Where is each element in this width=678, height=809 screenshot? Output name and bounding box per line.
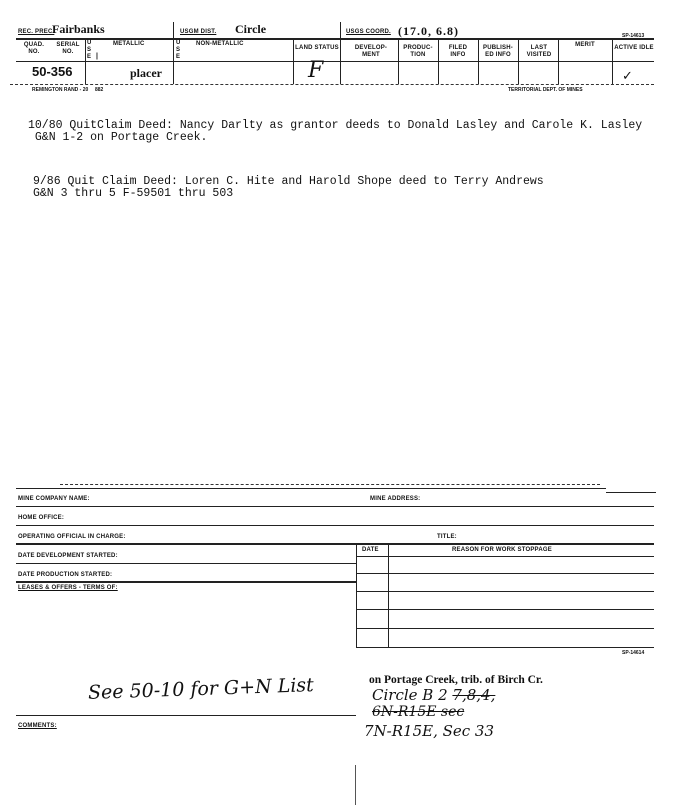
col-filed-info: FILED INFO xyxy=(448,45,468,58)
col-development: DEVELOP-MENT xyxy=(354,45,388,58)
form-code-bottom: SP-14614 xyxy=(622,650,645,656)
loc-line-2-struck: 6N-R15E sec xyxy=(372,704,465,720)
land-status-value: F xyxy=(308,58,324,83)
col-last-visited: LAST VISITED xyxy=(526,45,552,58)
entry-1-line-2: G&N 1-2 on Portage Creek. xyxy=(28,131,208,144)
col-published-info: PUBLISH-ED INFO xyxy=(483,45,513,58)
col-active-idle: ACTIVE IDLE xyxy=(614,45,654,51)
usgs-coord-label: USGS COORD. xyxy=(346,29,391,35)
footer-right: TERRITORIAL DEPT. OF MINES xyxy=(508,87,583,93)
active-idle-check-icon: ✓ xyxy=(622,68,633,83)
handwritten-see-note: See 50-10 for G+N List xyxy=(87,674,315,704)
rec-prec-value: Fairbanks xyxy=(52,22,105,36)
header-rule-bottom xyxy=(10,84,654,85)
entry-2-line-1: 9/86 Quit Claim Deed: Loren C. Hite and Harold Shope deed to Terry Andrews xyxy=(33,175,544,188)
entry-1-line-1: 10/80 QuitClaim Deed: Nancy Darlty as grantor deeds to Donald Lasley and Carole K. Lasley xyxy=(28,119,643,132)
usgs-coord-value: (17.0, 6.8) xyxy=(398,24,459,38)
entry-2-line-2: G&N 3 thru 5 F-59501 thru 503 xyxy=(33,187,234,200)
col-land-status: LAND STATUS xyxy=(295,45,339,51)
col-merit: MERIT xyxy=(575,42,595,48)
usd-metallic-value: | xyxy=(96,53,99,60)
col-serial-no: SERIAL NO. xyxy=(56,42,80,55)
footer-left-code: REMINGTON RAND - 20 xyxy=(32,87,89,93)
date-dev-started-label: DATE DEVELOPMENT STARTED: xyxy=(18,553,118,559)
col-quad-no: QUAD. NO. xyxy=(23,42,45,55)
reason-col-label: REASON FOR WORK STOPPAGE xyxy=(452,547,552,553)
col-usd-letters-metallic: U S E xyxy=(87,40,92,60)
loc-line-1: Circle B 2 7,8,4, xyxy=(372,686,496,704)
comments-label: COMMENTS: xyxy=(18,723,57,729)
title-label: TITLE: xyxy=(437,534,457,540)
mine-company-name-label: MINE COMPANY NAME: xyxy=(18,496,90,502)
metallic-value: placer xyxy=(130,66,162,80)
home-office-label: HOME OFFICE: xyxy=(18,515,65,521)
location-stamp: on Portage Creek, trib. of Birch Cr. xyxy=(369,674,543,686)
col-metallic: METALLIC xyxy=(113,41,145,47)
col-usd-letters-nonmetallic: U S E xyxy=(176,40,181,60)
usgm-dist-value: Circle xyxy=(235,22,267,36)
leases-offers-label: LEASES & OFFERS - TERMS OF: xyxy=(18,585,118,591)
operating-official-label: OPERATING OFFICIAL IN CHARGE: xyxy=(18,534,126,540)
mine-address-label: MINE ADDRESS: xyxy=(370,496,421,502)
serial-value: 50-356 xyxy=(32,64,73,79)
col-production: PRODUC-TION xyxy=(403,45,433,58)
form-code-top: SP-14613 xyxy=(622,33,645,39)
loc-line-3: 7N-R15E, Sec 33 xyxy=(364,722,495,740)
usgm-dist-label: USGM DIST. xyxy=(180,29,217,35)
date-col-label: DATE xyxy=(362,547,379,553)
rec-prec-label: REC. PREC. xyxy=(18,29,55,35)
col-non-metallic: NON-METALLIC xyxy=(196,41,244,47)
date-prod-started-label: DATE PRODUCTION STARTED: xyxy=(18,572,113,578)
footer-code: 882 xyxy=(95,87,104,93)
